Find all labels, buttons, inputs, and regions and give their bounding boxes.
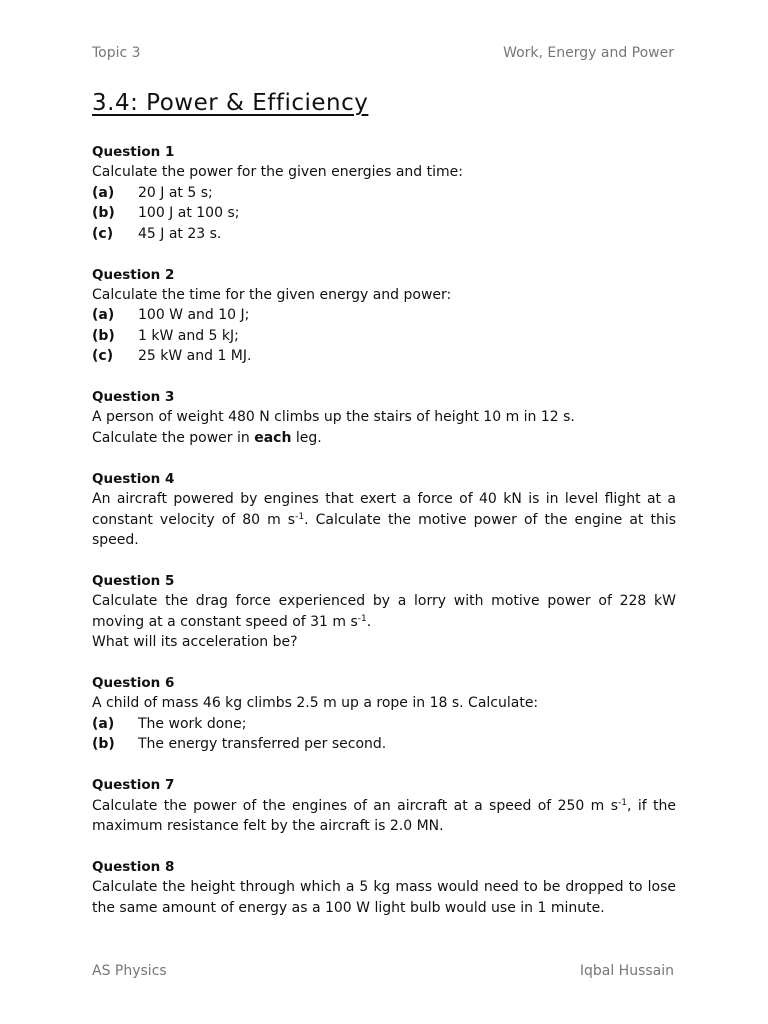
question-item <box>92 346 676 366</box>
text-part: . <box>366 613 372 630</box>
question-text: A person of weight 480 N climbs up the stairs of height 10 m in 12 s. <box>92 409 575 426</box>
question-text <box>92 796 676 837</box>
question-item <box>92 714 676 734</box>
question-heading: Question 5 <box>92 572 175 589</box>
question-8 <box>92 857 676 918</box>
header-topic: Topic 3 <box>92 45 141 61</box>
question-text: Calculate the time for the given energy and power: <box>92 286 452 303</box>
item-label: (c) <box>92 348 114 365</box>
item-label: (a) <box>92 715 115 732</box>
footer-course: AS Physics <box>92 963 167 979</box>
question-heading: Question 7 <box>92 777 175 794</box>
item-text: 25 kW and 1 MJ. <box>138 348 252 365</box>
item-label: (a) <box>92 307 115 324</box>
item-text: 45 J at 23 s. <box>138 225 222 242</box>
text-part: , if the maximum resistance felt by the aircraft is 2.0 MN. <box>92 797 676 834</box>
item-label: (a) <box>92 184 115 201</box>
unit-exponent: -1 <box>357 613 367 624</box>
unit-exponent: -1 <box>295 511 305 522</box>
question-heading: Question 4 <box>92 470 175 487</box>
item-label: (b) <box>92 327 115 344</box>
question-item <box>92 305 676 325</box>
item-text: 100 W and 10 J; <box>138 307 250 324</box>
page-title: 3.4: Power & Efficiency <box>92 90 369 116</box>
item-label: (b) <box>92 736 115 753</box>
question-heading: Question 2 <box>92 266 175 283</box>
question-3 <box>92 387 676 448</box>
item-label: (b) <box>92 205 115 222</box>
question-item <box>92 203 676 223</box>
text-part: Calculate the power in <box>92 429 255 446</box>
header-subject: Work, Energy and Power <box>503 45 674 61</box>
text-part: Calculate the power of the engines of an aircraft at a speed of 250 m s <box>92 797 618 814</box>
text-part: leg. <box>291 429 322 446</box>
question-2 <box>92 265 676 367</box>
question-text <box>92 591 676 632</box>
footer-author: Iqbal Hussain <box>579 963 674 979</box>
question-text-line-2: What will its acceleration be? <box>92 634 298 651</box>
text-part: Calculate the drag force experienced by a lorry with motive power of 228 kW moving at a constant speed of 31 m s <box>92 593 676 630</box>
text-part: . Calculate the motive power of the engine at this speed. <box>92 511 676 548</box>
item-text: The work done; <box>138 715 247 732</box>
question-4 <box>92 469 676 551</box>
item-text: 1 kW and 5 kJ; <box>138 327 239 344</box>
question-heading: Question 6 <box>92 675 175 692</box>
question-item <box>92 326 676 346</box>
unit-exponent: -1 <box>618 797 627 808</box>
question-5 <box>92 571 676 653</box>
item-label: (c) <box>92 225 114 242</box>
item-text: The energy transferred per second. <box>138 736 387 753</box>
question-text: Calculate the height through which a 5 kg mass would need to be dropped to lose the same amount of energy as a 100 W light bulb would use in 1 minute. <box>92 879 676 916</box>
question-item <box>92 224 676 244</box>
question-item <box>92 734 676 754</box>
item-text: 100 J at 100 s; <box>138 205 240 222</box>
question-6 <box>92 673 676 755</box>
page-footer <box>92 963 674 979</box>
page-header <box>92 45 674 61</box>
questions <box>92 142 676 939</box>
item-text: 20 J at 5 s; <box>138 184 213 201</box>
question-text: A child of mass 46 kg climbs 2.5 m up a rope in 18 s. Calculate: <box>92 695 539 712</box>
question-text-line-2 <box>92 428 676 448</box>
question-text <box>92 489 676 550</box>
question-1 <box>92 142 676 244</box>
question-7 <box>92 775 676 836</box>
emphasis-text: each <box>254 429 292 446</box>
question-heading: Question 1 <box>92 144 175 160</box>
question-heading: Question 8 <box>92 858 175 875</box>
question-heading: Question 3 <box>92 389 175 406</box>
question-text: Calculate the power for the given energies and time: <box>92 164 463 181</box>
text-part: An aircraft powered by engines that exert a force of 40 kN is in level flight at a constant velocity of 80 m s <box>92 491 676 528</box>
question-item <box>92 183 676 203</box>
